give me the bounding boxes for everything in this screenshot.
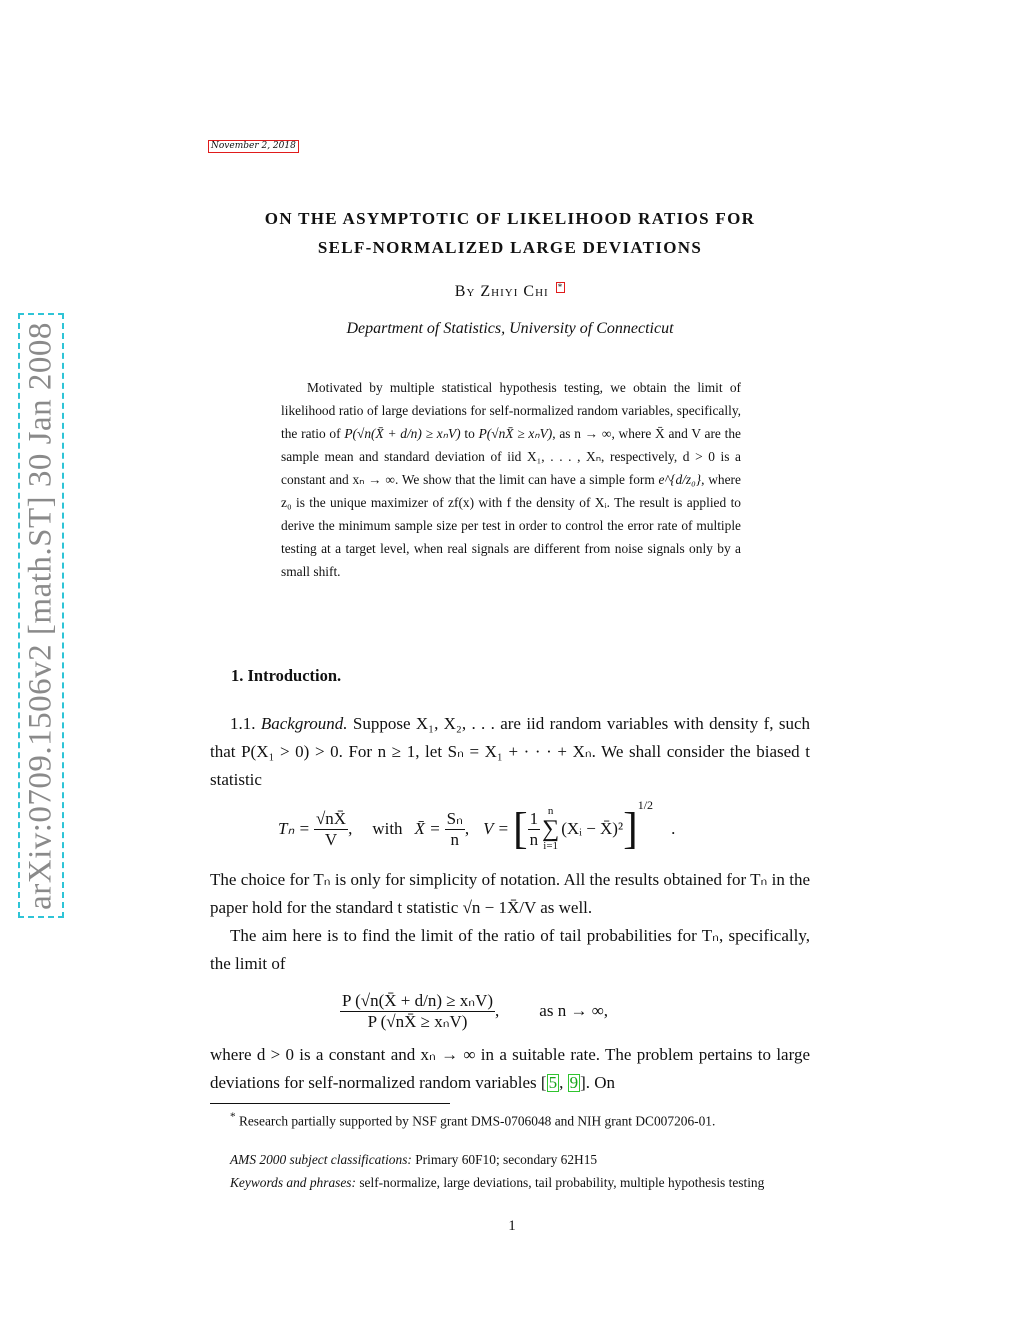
page-number: 1 — [508, 1218, 516, 1234]
sum-upper-limit: n — [547, 805, 554, 817]
arxiv-identifier-text: arXiv:0709.1506v2 [math.ST] 30 Jan 2008 — [22, 321, 59, 910]
eq2-condition: as n → ∞, — [539, 1001, 609, 1020]
paragraph-4-text: where d > 0 is a constant and xₙ → ∞ in a suitable rate. The problem pertains to large deviations for self-normalized random variables — [210, 1045, 810, 1092]
eq1-numerator-2: Sₙ — [446, 808, 463, 828]
summation-icon: ∑ — [542, 816, 560, 842]
eq1-denominator-3: n — [529, 829, 539, 849]
eq2-numerator: P (√n(X̄ + d/n) ≥ xₙV) — [342, 990, 494, 1010]
eq1-lhs: Tₙ = — [278, 819, 310, 838]
abstract-text-2: to — [464, 426, 475, 441]
eq1-exponent: 1/2 — [637, 798, 654, 812]
eq1-with: with — [372, 819, 403, 838]
author-name: By Zhiyi Chi — [454, 283, 549, 300]
citation-bracket-open: [ — [540, 1073, 547, 1092]
subsection-title: Background. — [260, 714, 348, 733]
section-heading: 1. Introduction. — [231, 666, 342, 685]
author-byline — [200, 282, 820, 301]
date-stamp[interactable]: November 2, 2018 — [208, 140, 299, 153]
paragraph-3-text: The aim here is to find the limit of the ratio of tail probabilities for Tₙ, specifically, the limit of — [210, 926, 810, 973]
abstract-expr-1: P(√n(X̄ + d/n) ≥ xₙV) — [344, 426, 461, 441]
abstract-text-4: , where z₀ is the unique maximizer of zf(x) with f the density of Xᵢ. The result is applied to derive the minimum sample size per test in order to control the error rate of multiple testing at a target level, when real signals are different from noise signals only by a small shift. — [281, 472, 741, 579]
equation-1: Tₙ = $\frac{√nX̄}{V}$ , with X̄ = $\frac{\text{Sₙ}}{n}$ , V = [ $\frac{1}{n}$ n ∑ i=1 (Xᵢ − X̄)² ] 1/2 . — [278, 798, 676, 853]
eq1-sum-body: (Xᵢ − X̄)² — [561, 819, 624, 838]
paragraph-4-end: . On — [585, 1073, 616, 1092]
ams-text: Primary 60F10; secondary 62H15 — [415, 1152, 598, 1167]
sum-lower-limit: i=1 — [543, 840, 559, 852]
paragraph-background — [210, 710, 810, 794]
footnote-ams — [210, 1149, 810, 1171]
eq2-denominator: P (√nX̄ ≥ xₙV) — [367, 1011, 468, 1031]
abstract-expr-3: e^{d/z₀} — [658, 472, 702, 487]
footnote-mark: * — [230, 1111, 236, 1123]
eq1-numerator-3: 1 — [529, 808, 539, 828]
footnote-funding-text: Research partially supported by NSF grant DMS-0706048 and NIH grant DC007206-01. — [238, 1113, 716, 1129]
author-affiliation: Department of Statistics, University of Connecticut — [346, 320, 674, 337]
citation-bracket-close: ] — [580, 1073, 586, 1092]
eq1-v-lhs: V = — [483, 819, 509, 838]
subsection-number: 1.1. — [230, 714, 256, 733]
left-bracket-icon: [ — [512, 804, 528, 853]
abstract-text-1: Motivated by multiple statistical hypothesis testing, we obtain the limit of likelihood ratio of large deviations for self-normalized random variables, specifically, the ratio of — [281, 380, 741, 441]
eq1-xbar-lhs: X̄ = — [414, 819, 441, 838]
equation-2: $\frac{\text{P (√n(X̄ + d/n) ≥ xₙV)}}{\text{P (√nX̄ ≥ xₙV)}}$ , as n → ∞, — [342, 990, 609, 1031]
footnote-funding — [210, 1106, 810, 1132]
right-bracket-icon: ] — [623, 804, 638, 853]
citation-link-9[interactable]: 9 — [569, 1073, 579, 1092]
ams-label: AMS 2000 subject classifications: — [230, 1152, 412, 1167]
title-line-1: ON THE ASYMPTOTIC OF LIKELIHOOD RATIOS FOR — [264, 209, 756, 228]
abstract-text-3: , as n → ∞, where X̄ and V are the sample mean and standard deviation of iid X₁, . . . , Xₙ, respectively, d > 0 is a constant and xₙ → ∞. We show that the limit can have a simple form — [281, 426, 741, 487]
eq1-denominator-1: V — [324, 829, 338, 849]
abstract-expr-2: P(√nX̄ ≥ xₙV) — [478, 426, 553, 441]
footnote-keywords — [210, 1172, 810, 1194]
abstract — [281, 376, 741, 583]
paragraph-4: where d > 0 is a constant and xₙ → ∞ in a suitable rate. The problem pertains to large deviations for self-normalized random variables [ 5 , 9 ]. On — [210, 1045, 810, 1092]
keywords-text: self-normalize, large deviations, tail probability, multiple hypothesis testing — [359, 1175, 765, 1190]
paper-title — [200, 204, 820, 262]
paragraph-1-text: Suppose X₁, X₂, . . . are iid random variables with density f, such that P(X₁ > 0) > 0. For n ≥ 1, let Sₙ = X₁ + · · · + Xₙ. We shall consider the biased t statistic — [210, 714, 810, 789]
citation-link-5[interactable]: 5 — [548, 1073, 558, 1092]
paragraph-3 — [210, 922, 810, 978]
footnote-rule — [210, 1103, 450, 1104]
footnote-link[interactable]: * — [557, 282, 564, 292]
arxiv-identifier-link[interactable] — [18, 313, 64, 918]
keywords-label: Keywords and phrases: — [230, 1175, 356, 1190]
paragraph-2: The choice for Tₙ is only for simplicity of notation. All the results obtained for Tₙ in the paper hold for the standard t statistic √n − 1X̄/V as well. — [210, 870, 810, 917]
title-line-2: SELF-NORMALIZED LARGE DEVIATIONS — [317, 238, 703, 257]
eq1-denominator-2: n — [450, 829, 460, 849]
eq1-numerator-1: √nX̄ — [315, 808, 347, 828]
